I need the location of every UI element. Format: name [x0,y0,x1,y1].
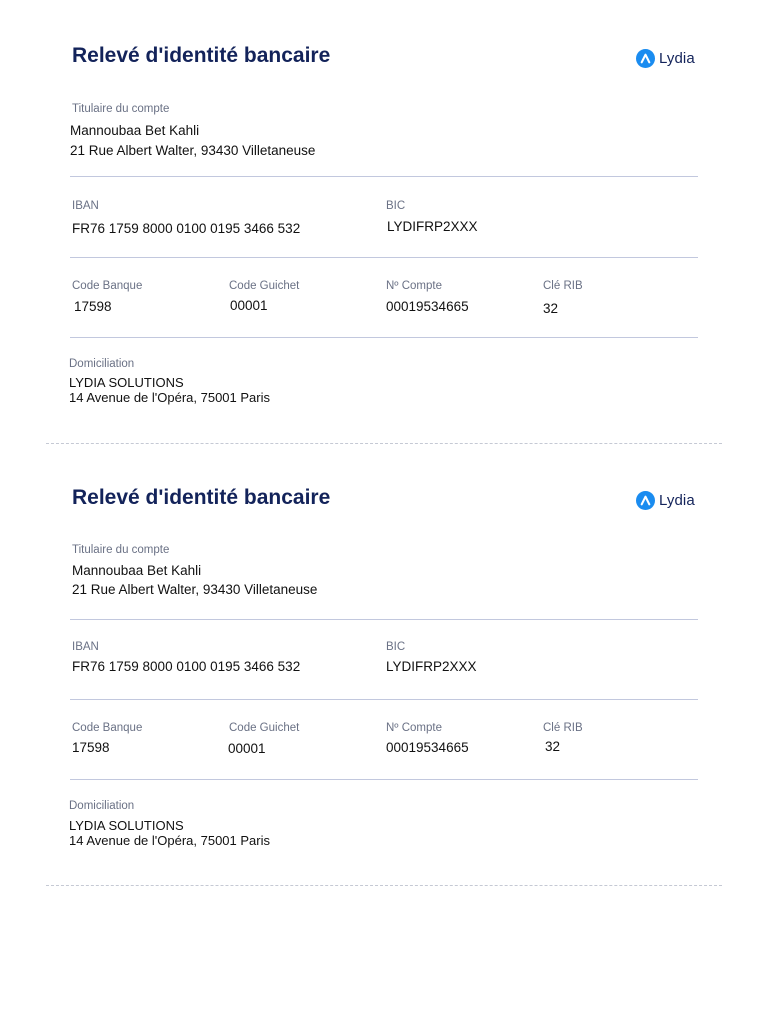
lydia-logo [636,48,695,68]
brand-name: Lydia [659,491,695,509]
lydia-logo-icon [636,49,655,68]
rib-title: Relevé d'identité bancaire [72,486,331,509]
holder-address: 21 Rue Albert Walter, 93430 Villetaneuse [70,143,316,158]
account-number-value: 00019534665 [386,299,469,314]
rib-key-label: Clé RIB [543,280,583,292]
domiciliation-label: Domiciliation [69,800,135,812]
holder-address: 21 Rue Albert Walter, 93430 Villetaneuse [72,582,318,597]
cut-line [46,885,722,886]
bank-code-label: Code Banque [72,280,143,292]
account-number-value: 00019534665 [386,740,469,755]
iban-label: IBAN [72,200,99,212]
holder-name: Mannoubaa Bet Kahli [72,563,202,578]
bank-code-value: 17598 [72,740,110,755]
rib-card [0,0,768,442]
bic-value: LYDIFRP2XXX [386,659,477,674]
bank-code-value: 17598 [74,299,112,314]
domiciliation-label: Domiciliation [69,358,135,370]
holder-name: Mannoubaa Bet Kahli [70,123,200,138]
rib-title: Relevé d'identité bancaire [72,44,331,67]
rib-card [0,442,768,884]
account-number-label: Nº Compte [386,280,442,292]
separator [70,699,698,700]
separator [70,257,698,258]
bank-code-label: Code Banque [72,722,143,734]
iban-value: FR76 1759 8000 0100 0195 3466 532 [72,659,301,674]
bic-value: LYDIFRP2XXX [387,219,478,234]
domiciliation-name: LYDIA SOLUTIONS [69,818,184,833]
rib-key-label: Clé RIB [543,722,583,734]
brand-name: Lydia [659,49,695,67]
separator [70,337,698,338]
domiciliation-address: 14 Avenue de l'Opéra, 75001 Paris [69,390,270,405]
domiciliation-name: LYDIA SOLUTIONS [69,375,184,390]
branch-code-label: Code Guichet [229,722,300,734]
separator [70,619,698,620]
holder-label: Titulaire du compte [72,103,170,115]
iban-label: IBAN [72,641,99,653]
bic-label: BIC [386,200,406,212]
account-number-label: Nº Compte [386,722,442,734]
lydia-logo-icon [636,491,655,510]
branch-code-label: Code Guichet [229,280,300,292]
domiciliation-address: 14 Avenue de l'Opéra, 75001 Paris [69,833,270,848]
lydia-logo [636,490,695,510]
branch-code-value: 00001 [228,741,266,756]
holder-label: Titulaire du compte [72,544,170,556]
separator [70,176,698,177]
rib-key-value: 32 [545,739,561,754]
branch-code-value: 00001 [230,298,268,313]
rib-key-value: 32 [543,301,559,316]
iban-value: FR76 1759 8000 0100 0195 3466 532 [72,221,301,236]
bic-label: BIC [386,641,406,653]
separator [70,779,698,780]
